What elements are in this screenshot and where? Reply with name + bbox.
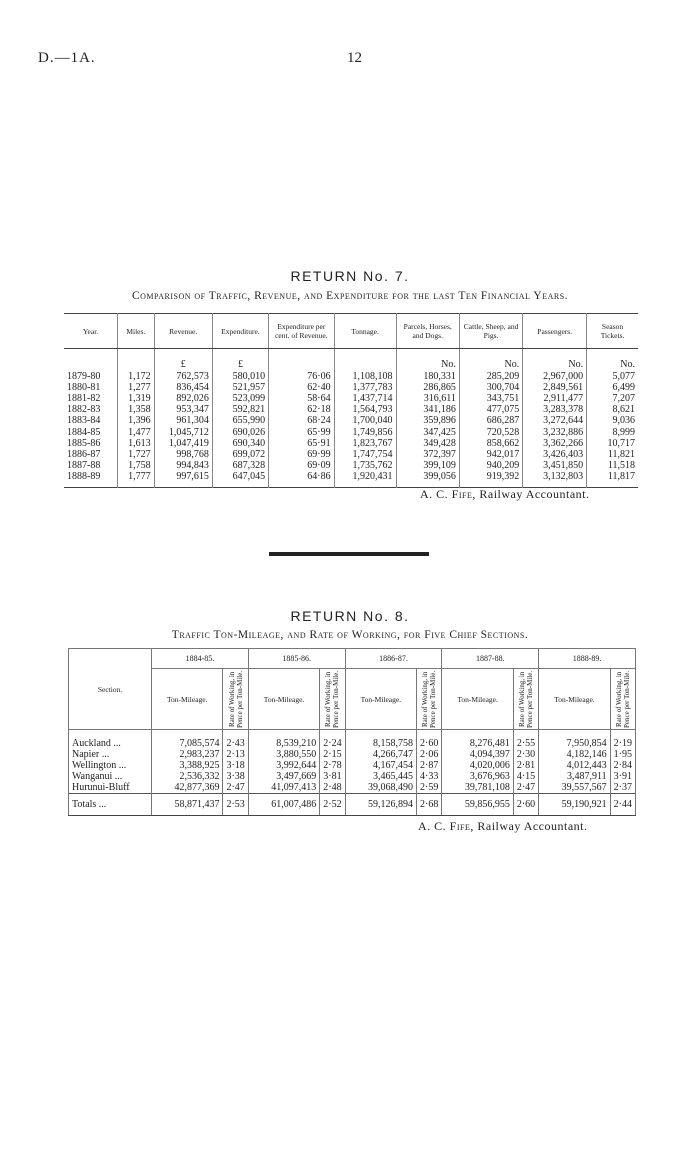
table-cell: 59,190,921 bbox=[539, 794, 610, 816]
table-cell: 1,477 bbox=[118, 427, 155, 438]
signature-initials: A. C. bbox=[418, 819, 447, 833]
table-cell: 5,077 bbox=[612, 371, 635, 383]
table-cell: 65·99 bbox=[269, 427, 335, 438]
table-cell: 8,158,758 bbox=[345, 730, 416, 750]
table-cell: 343,751 bbox=[459, 393, 522, 404]
table-cell: 2·37 bbox=[610, 782, 635, 794]
table-cell: 3,497,669 bbox=[248, 771, 319, 782]
table-cell: 1882-83 bbox=[64, 404, 118, 415]
table-cell: 3,132,803 bbox=[523, 471, 587, 488]
table-cell: 1,277 bbox=[118, 382, 155, 393]
table-cell: 942,017 bbox=[459, 449, 522, 460]
section-name: Totals ... bbox=[69, 794, 152, 816]
ton-mileage-header: Ton-Mileage. bbox=[248, 669, 319, 730]
return7-body bbox=[64, 349, 638, 489]
table-cell: 349,428 bbox=[396, 438, 459, 449]
table-cell: 2,967,000 bbox=[523, 371, 587, 382]
table-cell: 285,209 bbox=[459, 371, 522, 382]
table-cell: 42,877,369 bbox=[152, 782, 223, 794]
section-name: Wanganui ... bbox=[69, 771, 152, 782]
table-cell: 3,880,550 bbox=[248, 749, 319, 760]
table-cell: 39,557,567 bbox=[539, 782, 610, 794]
table-cell: 4,182,146 bbox=[539, 749, 610, 760]
signature-name: Fife bbox=[451, 487, 473, 501]
table-cell: 2·81 bbox=[513, 760, 538, 771]
table-cell: 372,397 bbox=[396, 449, 459, 460]
table-cell: 180,331 bbox=[396, 371, 459, 382]
signature-title: , Railway Accountant. bbox=[470, 819, 588, 833]
col-parcels: Parcels, Horses, and Dogs. bbox=[396, 314, 459, 349]
table-cell: 41,097,413 bbox=[248, 782, 319, 794]
table-cell: 8,621 bbox=[612, 404, 635, 416]
table-row bbox=[69, 760, 636, 771]
table-cell: 1,727 bbox=[118, 449, 155, 460]
table-cell: 687,328 bbox=[212, 460, 268, 471]
document-code: D.—1A. bbox=[38, 50, 96, 66]
table-cell: 347,425 bbox=[396, 427, 459, 438]
table-cell: 1,777 bbox=[118, 471, 155, 488]
table-cell: 1,045,712 bbox=[154, 427, 212, 438]
unit-cell: No. bbox=[396, 349, 459, 372]
table-cell: 1879-80 bbox=[64, 371, 118, 382]
section-name: Napier ... bbox=[69, 749, 152, 760]
col-season-tickets: Season Tickets. bbox=[587, 314, 638, 349]
table-cell: 592,821 bbox=[212, 404, 268, 415]
table-cell: 2·43 bbox=[223, 730, 248, 750]
table-cell: 1883-84 bbox=[64, 415, 118, 426]
return7-signature bbox=[420, 487, 590, 502]
col-miles: Miles. bbox=[118, 314, 155, 349]
table-cell: 3·38 bbox=[223, 771, 248, 782]
table-cell: 2,849,561 bbox=[523, 382, 587, 393]
year-header: 1888-89. bbox=[539, 649, 636, 669]
table-cell: 836,454 bbox=[154, 382, 212, 393]
table-cell: 7,207 bbox=[612, 393, 635, 405]
table-cell: 477,075 bbox=[459, 404, 522, 415]
table-cell: 647,045 bbox=[212, 471, 268, 488]
table-cell: 61,007,486 bbox=[248, 794, 319, 816]
col-tonnage: Tonnage. bbox=[334, 314, 396, 349]
table-cell: 892,026 bbox=[154, 393, 212, 404]
table-cell: 580,010 bbox=[212, 371, 268, 382]
rate-header: Rate of Working, in Pence per Ton-Mile. bbox=[320, 669, 345, 730]
table-cell: 8,539,210 bbox=[248, 730, 319, 750]
col-revenue: Revenue. bbox=[154, 314, 212, 349]
table-cell: 62·18 bbox=[269, 404, 335, 415]
unit-cell: No. bbox=[523, 349, 587, 372]
table-cell: 58,871,437 bbox=[152, 794, 223, 816]
table-cell: 2·13 bbox=[223, 749, 248, 760]
table-cell: 2·59 bbox=[417, 782, 442, 794]
table-cell: 1888-89 bbox=[64, 471, 118, 488]
table-cell: 2,911,477 bbox=[523, 393, 587, 404]
table-cell: 1887-88 bbox=[64, 460, 118, 471]
table-cell: 11,817 bbox=[607, 470, 635, 482]
table-row bbox=[69, 749, 636, 760]
table-row bbox=[64, 460, 638, 471]
table-cell: 1,358 bbox=[118, 404, 155, 415]
table-cell: 1881-82 bbox=[64, 393, 118, 404]
col-year: Year. bbox=[64, 314, 118, 349]
table-cell: 997,615 bbox=[154, 471, 212, 488]
table-cell: 2·30 bbox=[513, 749, 538, 760]
return8-table bbox=[68, 648, 636, 816]
table-cell: 1,758 bbox=[118, 460, 155, 471]
year-header: 1884-85. bbox=[152, 649, 249, 669]
table-cell: 2·78 bbox=[320, 760, 345, 771]
table-cell: 2·47 bbox=[513, 782, 538, 794]
table-cell: 1,377,783 bbox=[334, 382, 396, 393]
table-cell: 4,012,443 bbox=[539, 760, 610, 771]
table-row bbox=[69, 782, 636, 794]
unit-cell: £ bbox=[212, 349, 268, 372]
return7-subtitle: Comparison of Traffic, Revenue, and Expenditure for the last Ten Financial Years. bbox=[131, 290, 569, 302]
table-cell: 2,983,237 bbox=[152, 749, 223, 760]
table-cell: 1,749,856 bbox=[334, 427, 396, 438]
table-cell: 3,362,266 bbox=[523, 438, 587, 449]
return8-subtitle: Traffic Ton-Mileage, and Rate of Working, for Five Chief Sections. bbox=[171, 629, 529, 641]
return8-body bbox=[69, 730, 636, 816]
table-row bbox=[64, 371, 638, 382]
page-number: 12 bbox=[347, 50, 362, 66]
table-cell: 940,209 bbox=[459, 460, 522, 471]
table-cell: 10,717 bbox=[607, 437, 635, 449]
col-passengers: Passengers. bbox=[523, 314, 587, 349]
table-cell: 1,613 bbox=[118, 438, 155, 449]
table-cell: 521,957 bbox=[212, 382, 268, 393]
section-name: Hurunui-Bluff bbox=[69, 782, 152, 794]
table-cell: 6,499 bbox=[612, 382, 635, 394]
table-row bbox=[69, 771, 636, 782]
table-cell: 39,781,108 bbox=[442, 782, 513, 794]
table-row bbox=[64, 438, 638, 449]
table-cell: 58·64 bbox=[269, 393, 335, 404]
section-name: Wellington ... bbox=[69, 760, 152, 771]
table-row bbox=[64, 382, 638, 393]
signature-name: Fife bbox=[449, 819, 471, 833]
table-cell: 3,676,963 bbox=[442, 771, 513, 782]
table-cell: 69·09 bbox=[269, 460, 335, 471]
year-header: 1886-87. bbox=[345, 649, 442, 669]
table-cell: 4·15 bbox=[513, 771, 538, 782]
table-cell: 699,072 bbox=[212, 449, 268, 460]
ton-mileage-header: Ton-Mileage. bbox=[539, 669, 610, 730]
table-cell: 2·24 bbox=[320, 730, 345, 750]
table-cell: 919,392 bbox=[459, 471, 522, 488]
table-cell: 4,167,454 bbox=[345, 760, 416, 771]
table-row bbox=[64, 471, 638, 488]
table-cell: 2,536,332 bbox=[152, 771, 223, 782]
table-cell: 59,856,955 bbox=[442, 794, 513, 816]
table-cell: 2·68 bbox=[417, 794, 442, 816]
table-cell: 2·15 bbox=[320, 749, 345, 760]
return8-signature bbox=[418, 819, 588, 834]
table-cell: 1,564,793 bbox=[334, 404, 396, 415]
table-cell: 858,662 bbox=[459, 438, 522, 449]
table-cell: 3,992,644 bbox=[248, 760, 319, 771]
year-header: 1887-88. bbox=[442, 649, 539, 669]
table-cell: 4·33 bbox=[417, 771, 442, 782]
table-cell: 2·48 bbox=[320, 782, 345, 794]
table-cell: 68·24 bbox=[269, 415, 335, 426]
table-cell: 65·91 bbox=[269, 438, 335, 449]
table-cell: 2·47 bbox=[223, 782, 248, 794]
unit-cell: No. bbox=[459, 349, 522, 372]
table-cell: 7,950,854 bbox=[539, 730, 610, 750]
ton-mileage-header: Ton-Mileage. bbox=[152, 669, 223, 730]
table-cell: 9,036 bbox=[612, 415, 635, 427]
table-cell: 3,465,445 bbox=[345, 771, 416, 782]
table-cell: 762,573 bbox=[154, 371, 212, 382]
table-row bbox=[69, 730, 636, 750]
table-cell: 961,304 bbox=[154, 415, 212, 426]
table-cell: 1884-85 bbox=[64, 427, 118, 438]
table-cell: 2·19 bbox=[610, 730, 635, 750]
table-cell: 998,768 bbox=[154, 449, 212, 460]
table-cell: 3,232,886 bbox=[523, 427, 587, 438]
table-cell: 2·55 bbox=[513, 730, 538, 750]
table-row bbox=[64, 427, 638, 438]
table-cell: 1885-86 bbox=[64, 438, 118, 449]
table-cell: 2·52 bbox=[320, 794, 345, 816]
unit-cell: £ bbox=[154, 349, 212, 372]
table-cell: 3·91 bbox=[610, 771, 635, 782]
table-row bbox=[64, 404, 638, 415]
section-divider bbox=[269, 552, 429, 556]
table-cell: 69·99 bbox=[269, 449, 335, 460]
table-cell: 3,283,378 bbox=[523, 404, 587, 415]
table-cell: 399,056 bbox=[396, 471, 459, 488]
table-cell: 2·53 bbox=[223, 794, 248, 816]
rate-header: Rate of Working, in Pence per Ton-Mile. bbox=[417, 669, 442, 730]
table-row bbox=[64, 393, 638, 404]
table-cell: 3,451,850 bbox=[523, 460, 587, 471]
col-section: Section. bbox=[69, 649, 152, 730]
table-cell: 1,319 bbox=[118, 393, 155, 404]
table-cell: 1,747,754 bbox=[334, 449, 396, 460]
table-cell: 1,172 bbox=[118, 371, 155, 382]
table-cell: 1,437,714 bbox=[334, 393, 396, 404]
table-cell: 3,426,403 bbox=[523, 449, 587, 460]
table-cell: 655,990 bbox=[212, 415, 268, 426]
table-cell: 720,528 bbox=[459, 427, 522, 438]
table-cell: 62·40 bbox=[269, 382, 335, 393]
col-expenditure-percent: Expenditure per cent. of Revenue. bbox=[269, 314, 335, 349]
table-cell: 39,068,490 bbox=[345, 782, 416, 794]
table-cell: 8,999 bbox=[612, 426, 635, 438]
table-cell: 4,094,397 bbox=[442, 749, 513, 760]
table-cell: 1,700,040 bbox=[334, 415, 396, 426]
table-cell: 2·60 bbox=[417, 730, 442, 750]
ton-mileage-header: Ton-Mileage. bbox=[442, 669, 513, 730]
table-cell: 11,518 bbox=[607, 459, 635, 471]
table-cell: 686,287 bbox=[459, 415, 522, 426]
table-cell: 3,272,644 bbox=[523, 415, 587, 426]
table-cell: 1,396 bbox=[118, 415, 155, 426]
table-cell: 3,388,925 bbox=[152, 760, 223, 771]
return7-title: RETURN No. 7. bbox=[290, 268, 410, 284]
return7-table bbox=[64, 313, 638, 488]
table-cell: 3·18 bbox=[223, 760, 248, 771]
table-cell: 2·87 bbox=[417, 760, 442, 771]
table-cell: 7,085,574 bbox=[152, 730, 223, 750]
table-cell: 1,108,108 bbox=[334, 371, 396, 382]
table-cell: 64·86 bbox=[269, 471, 335, 488]
col-cattle: Cattle, Sheep, and Pigs. bbox=[459, 314, 522, 349]
signature-initials: A. C. bbox=[420, 487, 449, 501]
table-cell: 11,821 bbox=[607, 448, 635, 460]
table-cell: 1880-81 bbox=[64, 382, 118, 393]
table-cell: 1,920,431 bbox=[334, 471, 396, 488]
table-cell: 341,186 bbox=[396, 404, 459, 415]
table-cell: 4,020,006 bbox=[442, 760, 513, 771]
table-cell: 994,843 bbox=[154, 460, 212, 471]
rate-header: Rate of Working, in Pence per Ton-Mile. bbox=[610, 669, 635, 730]
table-row bbox=[64, 449, 638, 460]
return8-title: RETURN No. 8. bbox=[290, 608, 410, 624]
table-cell: 2·44 bbox=[610, 794, 635, 816]
table-cell: 1886-87 bbox=[64, 449, 118, 460]
table-cell: 399,109 bbox=[396, 460, 459, 471]
table-cell: 3·81 bbox=[320, 771, 345, 782]
table-cell: 1,047,419 bbox=[154, 438, 212, 449]
table-cell: 59,126,894 bbox=[345, 794, 416, 816]
rate-header: Rate of Working, in Pence per Ton-Mile. bbox=[223, 669, 248, 730]
year-header: 1885-86. bbox=[248, 649, 345, 669]
table-cell: 1,735,762 bbox=[334, 460, 396, 471]
table-cell: 2·06 bbox=[417, 749, 442, 760]
table-cell: 1·95 bbox=[610, 749, 635, 760]
table-cell: 4,266,747 bbox=[345, 749, 416, 760]
section-name: Auckland ... bbox=[69, 730, 152, 750]
table-cell: 76·06 bbox=[269, 371, 335, 382]
signature-title: , Railway Accountant. bbox=[472, 487, 590, 501]
table-cell: 8,276,481 bbox=[442, 730, 513, 750]
table-cell: 1,823,767 bbox=[334, 438, 396, 449]
table-cell: 359,896 bbox=[396, 415, 459, 426]
table-cell: 2·84 bbox=[610, 760, 635, 771]
table-cell: 316,611 bbox=[396, 393, 459, 404]
table-cell: 953,347 bbox=[154, 404, 212, 415]
unit-cell: No. bbox=[620, 359, 635, 370]
table-cell: 300,704 bbox=[459, 382, 522, 393]
table-cell: 2·60 bbox=[513, 794, 538, 816]
ton-mileage-header: Ton-Mileage. bbox=[345, 669, 416, 730]
table-cell: 690,026 bbox=[212, 427, 268, 438]
table-cell: 286,865 bbox=[396, 382, 459, 393]
table-cell: 3,487,911 bbox=[539, 771, 610, 782]
col-expenditure: Expenditure. bbox=[212, 314, 268, 349]
totals-row bbox=[69, 794, 636, 816]
table-cell: 690,340 bbox=[212, 438, 268, 449]
units-row bbox=[64, 349, 638, 372]
rate-header: Rate of Working, in Pence per Ton-Mile. bbox=[513, 669, 538, 730]
table-row bbox=[64, 415, 638, 426]
table-cell: 523,099 bbox=[212, 393, 268, 404]
